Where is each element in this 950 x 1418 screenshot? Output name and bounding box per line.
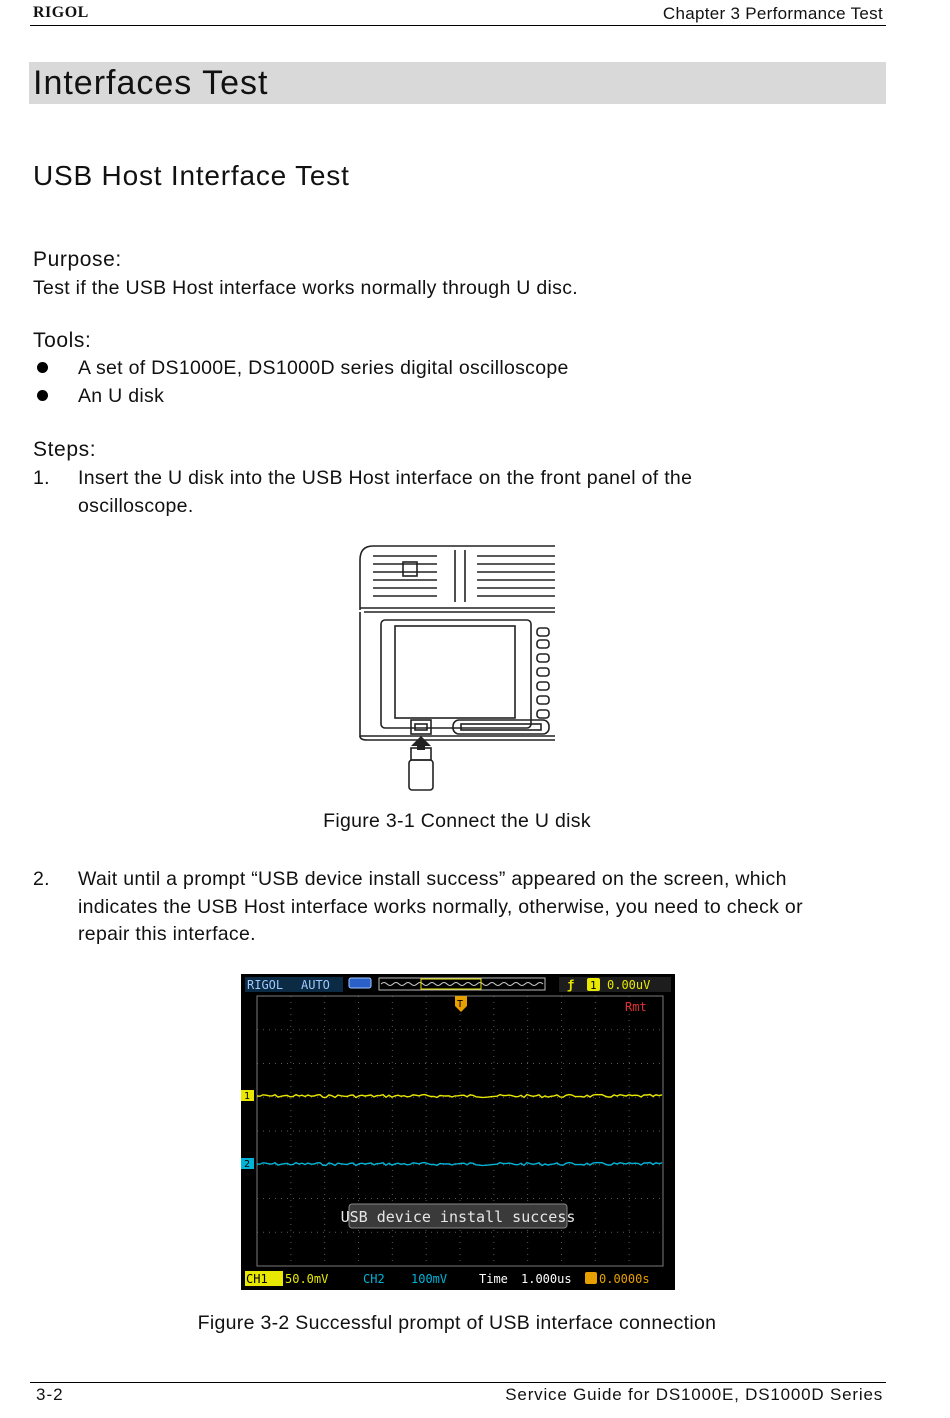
step-number: 1. [33, 467, 50, 489]
screen-mode: AUTO [301, 978, 330, 992]
figure2-caption: Figure 3-2 Successful prompt of USB interface connection [197, 1312, 717, 1334]
ch1-scale: 50.0mV [285, 1272, 329, 1286]
trigger-edge-icon: ƒ [567, 978, 575, 992]
footer-page-number: 3-2 [36, 1385, 64, 1404]
section-title: Interfaces Test [33, 64, 269, 102]
purpose-text: Test if the USB Host interface works normally through U disc. [33, 277, 578, 299]
step-text: Insert the U disk into the USB Host interface on the front panel of the [78, 467, 693, 489]
header-brand: RIGOL [33, 4, 89, 21]
purpose-label: Purpose: [33, 248, 122, 271]
subsection-title: USB Host Interface Test [33, 160, 350, 191]
trigger-level: 0.00uV [607, 978, 651, 992]
oscilloscope-screen [241, 974, 675, 1290]
screen-brand: RIGOL [247, 978, 284, 992]
time-label: Time [479, 1272, 508, 1286]
bullet-icon [37, 390, 48, 401]
step-text: oscilloscope. [78, 495, 194, 517]
ch2-scale: 100mV [411, 1272, 448, 1286]
step-text: repair this interface. [78, 923, 256, 945]
step-number: 2. [33, 868, 50, 890]
trigger-offset: 0.0000s [599, 1272, 650, 1286]
oscilloscope-usb-drawing [355, 540, 560, 795]
ch1-marker: 1 [244, 1091, 251, 1102]
step-text: Wait until a prompt “USB device install success” appeared on the screen, which [78, 868, 787, 890]
header-rule [30, 25, 886, 26]
tools-item: An U disk [78, 385, 165, 407]
trigger-marker: T [457, 999, 464, 1010]
footer-title: Service Guide for DS1000E, DS1000D Series [505, 1385, 883, 1404]
step-text: indicates the USB Host interface works normally, otherwise, you need to check or [78, 896, 803, 918]
ch1-label: CH1 [246, 1272, 268, 1286]
time-scale: 1.000us [521, 1272, 572, 1286]
memory-bar-icon [349, 978, 371, 988]
bullet-icon [37, 362, 48, 373]
figure1-caption: Figure 3-1 Connect the U disk [323, 810, 591, 832]
install-message: USB device install success [340, 1208, 576, 1226]
header-chapter: Chapter 3 Performance Test [662, 4, 883, 23]
tools-item: A set of DS1000E, DS1000D series digital oscilloscope [78, 357, 569, 379]
steps-label: Steps: [33, 438, 97, 461]
trigger-channel: 1 [590, 979, 597, 992]
status-indicator: Rmt [625, 1000, 647, 1014]
trigger-offset-icon [585, 1272, 597, 1284]
footer-rule [30, 1382, 886, 1383]
ch2-marker: 2 [244, 1159, 251, 1170]
tools-label: Tools: [33, 329, 92, 352]
ch2-label: CH2 [363, 1272, 385, 1286]
